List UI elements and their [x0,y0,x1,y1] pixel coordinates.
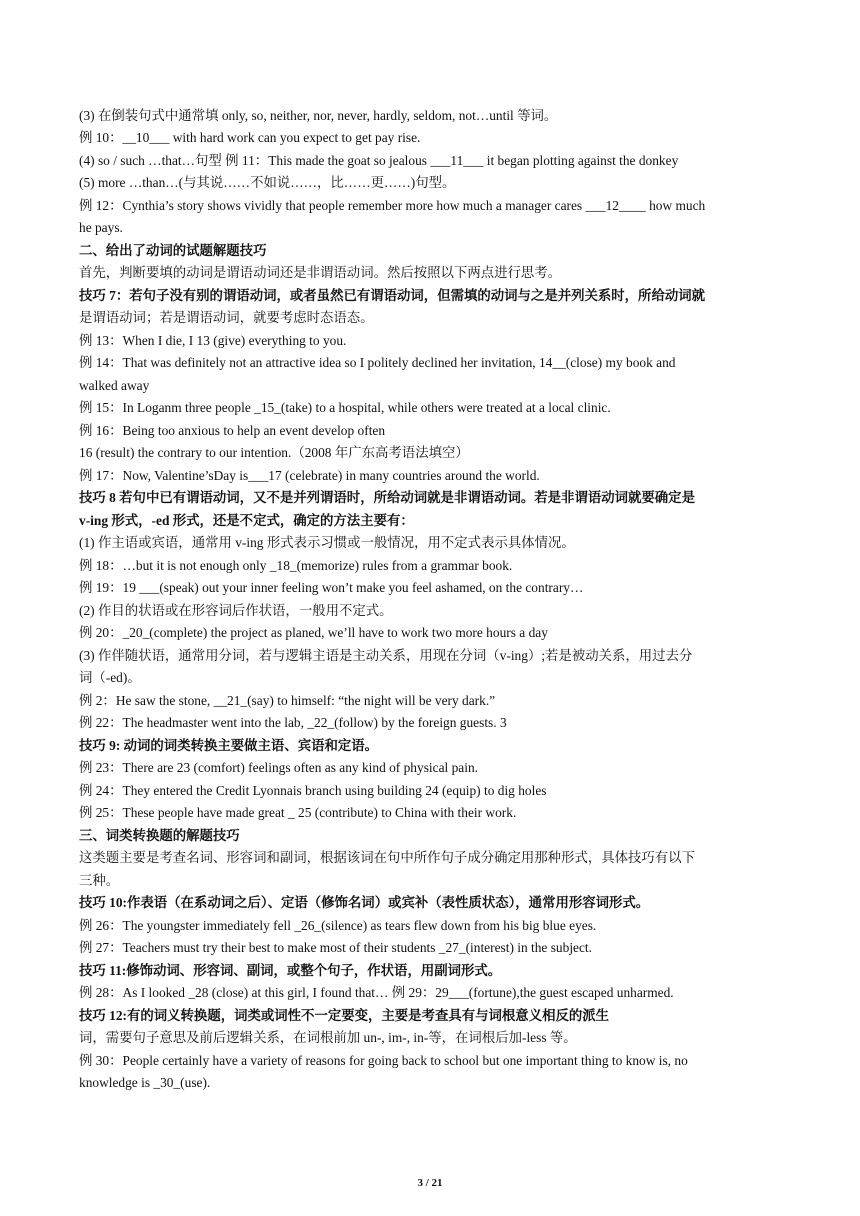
text-line: 例 18：…but it is not enough only _18_(memorize) rules from a grammar book. [79,558,513,573]
tip-heading: 技巧 8 若句中已有谓语动词，又不是并列谓语时，所给动词就是非谓语动词。若是非谓语动词就要确定是 [79,490,695,505]
text-line: 例 2：He saw the stone, __21_(say) to himself: “the night will be very dark.” [79,693,496,708]
text-line: 例 28：As I looked _28 (close) at this girl, I found that… 例 29：29___(fortune),the guest escaped unharmed. [79,985,674,1000]
text-line: 这类题主要是考查名词、形容词和副词，根据该词在句中所作句子成分确定用那种形式，具体技巧有以下 [79,850,695,865]
text-line: 首先，判断要填的动词是谓语动词还是非谓语动词。然后按照以下两点进行思考。 [79,265,562,280]
tip-heading: 技巧 12:有的词义转换题，词类或词性不一定要变，主要是考查具有与词根意义相反的派生 [79,1008,610,1023]
tip-heading: v-ing 形式，-ed 形式，还是不定式，确定的方法主要有： [79,513,414,528]
text-line: 例 26：The youngster immediately fell _26_(silence) as tears flew down from his big blue eyes. [79,918,597,933]
text-line: (5) more …than…(与其说……不如说……，比……更……)句型。 [79,175,456,190]
tip-heading: 技巧 9: 动词的词类转换主要做主语、宾语和定语。 [79,738,379,753]
page-number: 3 / 21 [417,1177,443,1189]
text-line: (4) so / such …that…句型 例 11：This made the goat so jealous ___11___ it began plotting against the donkey [79,153,679,168]
text-line: 例 23：There are 23 (comfort) feelings often as any kind of physical pain. [79,760,478,775]
text-line: 例 14：That was definitely not an attractive idea so I politely declined her invitation, 14__(close) my book and [79,355,676,370]
text-line: 例 30：People certainly have a variety of reasons for going back to school but one important thing to know is, no [79,1053,688,1068]
text-line: (2) 作目的状语或在形容词后作状语，一般用不定式。 [79,603,393,618]
text-line: 例 22：The headmaster went into the lab, _22_(follow) by the foreign guests. 3 [79,715,507,730]
text-line: 16 (result) the contrary to our intention.（2008 年广东高考语法填空） [79,445,469,460]
section-heading: 三、词类转换题的解题技巧 [79,828,240,843]
text-line: 例 10：__10___ with hard work can you expect to get pay rise. [79,130,421,145]
text-line: (1) 作主语或宾语，通常用 v-ing 形式表示习惯或一般情况，用不定式表示具体情况。 [79,535,575,550]
text-line: 三种。 [79,873,120,888]
text-line: (3) 在倒装句式中通常填 only, so, neither, nor, never, hardly, seldom, not…until 等词。 [79,108,558,123]
section-heading: 二、给出了动词的试题解题技巧 [79,243,267,258]
text-line: (3) 作伴随状语，通常用分词，若与逻辑主语是主动关系，用现在分词（v-ing）;若是被动关系，用过去分 [79,648,693,663]
text-line: 例 12：Cynthia’s story shows vividly that people remember more how much a manager cares ___12____ how much [79,198,706,213]
text-line: 例 24：They entered the Credit Lyonnais branch using building 24 (equip) to dig holes [79,783,547,798]
text-line: 例 27：Teachers must try their best to make most of their students _27_(interest) in the subject. [79,940,593,955]
text-line: 例 13：When I die, I 13 (give) everything to you. [79,333,347,348]
text-line: 例 16：Being too anxious to help an event develop often [79,423,386,438]
tip-heading: 技巧 10:作表语（在系动词之后）、定语（修饰名词）或宾补（表性质状态），通常用形容词形式。 [79,895,650,910]
text-line: 例 17：Now, Valentine’sDay is___17 (celebrate) in many countries around the world. [79,468,540,483]
text-line: 例 20：_20_(complete) the project as planed, we’ll have to work two more hours a day [79,625,548,640]
text-line: 词（-ed)。 [79,670,141,685]
text-line: 是谓语动词；若是谓语动词，就要考虑时态语态。 [79,310,374,325]
tip-heading: 技巧 11:修饰动词、形容词、副词，或整个句子，作状语，用副词形式。 [79,963,502,978]
text-line: 例 25：These people have made great _ 25 (contribute) to China with their work. [79,805,517,820]
text-line: knowledge is _30_(use). [79,1075,211,1090]
tip-heading: 技巧 7：若句子没有别的谓语动词，或者虽然已有谓语动词，但需填的动词与之是并列关系时，所给动词就 [79,288,706,303]
text-line: walked away [79,378,150,393]
text-line: 词，需要句子意思及前后逻辑关系，在词根前加 un-, im-, in-等，在词根后加-less 等。 [79,1030,577,1045]
text-line: he pays. [79,220,123,235]
text-line: 例 15：In Loganm three people _15_(take) to a hospital, while others were treated at a local clinic. [79,400,611,415]
text-line: 例 19：19 ___(speak) out your inner feeling won’t make you feel ashamed, on the contrary… [79,580,584,595]
